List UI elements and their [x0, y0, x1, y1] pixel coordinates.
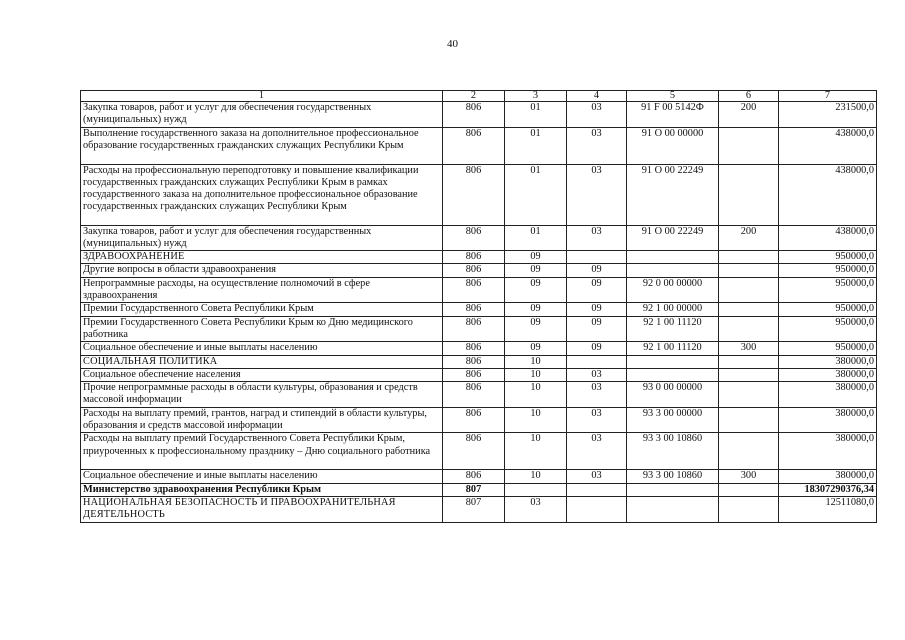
- subsection-code-cell: 09: [567, 316, 627, 342]
- table-row: [81, 102, 877, 128]
- table-header-row: [81, 91, 877, 102]
- section-code-cell: 10: [505, 407, 567, 433]
- target-article-cell: [627, 264, 719, 277]
- amount-cell: 950000,0: [779, 303, 877, 316]
- amount-cell: 18307290376,34: [779, 483, 877, 496]
- row-name-cell: Прочие непрограммные расходы в области культуры, образования и средств массовой информации: [81, 382, 443, 408]
- section-code-cell: 10: [505, 433, 567, 470]
- target-article-cell: [627, 483, 719, 496]
- amount-cell: 950000,0: [779, 342, 877, 355]
- table-row: [81, 225, 877, 251]
- amount-cell: 380000,0: [779, 470, 877, 483]
- ministry-code-cell: 806: [443, 102, 505, 128]
- expense-type-cell: [719, 264, 779, 277]
- header-cell: 2: [443, 91, 505, 102]
- row-name-cell: СОЦИАЛЬНАЯ ПОЛИТИКА: [81, 355, 443, 368]
- ministry-code-cell: 806: [443, 225, 505, 251]
- table-row: [81, 355, 877, 368]
- row-name-cell: Министерство здравоохранения Республики Крым: [81, 483, 443, 496]
- amount-cell: 438000,0: [779, 164, 877, 225]
- section-code-cell: 01: [505, 164, 567, 225]
- expense-type-cell: [719, 483, 779, 496]
- ministry-code-cell: 806: [443, 164, 505, 225]
- subsection-code-cell: 03: [567, 225, 627, 251]
- amount-cell: 380000,0: [779, 382, 877, 408]
- amount-cell: 438000,0: [779, 225, 877, 251]
- table-row: [81, 264, 877, 277]
- row-name-cell: Социальное обеспечение и иные выплаты населению: [81, 470, 443, 483]
- header-cell: 4: [567, 91, 627, 102]
- section-code-cell: 09: [505, 264, 567, 277]
- section-code-cell: 10: [505, 382, 567, 408]
- ministry-code-cell: 806: [443, 342, 505, 355]
- expense-type-cell: 200: [719, 102, 779, 128]
- subsection-code-cell: 03: [567, 164, 627, 225]
- table-row: [81, 251, 877, 264]
- amount-cell: 380000,0: [779, 407, 877, 433]
- subsection-code-cell: 03: [567, 407, 627, 433]
- table-row: [81, 303, 877, 316]
- row-name-cell: Расходы на профессиональную переподготовку и повышение квалификации государственных гражданских служащих Республики Крым в рамках государственного заказа на дополнительное профессиональное образование государственных гражданских служащих Республики Крым: [81, 164, 443, 225]
- expense-type-cell: [719, 164, 779, 225]
- expense-type-cell: [719, 355, 779, 368]
- target-article-cell: 93 3 00 10860: [627, 433, 719, 470]
- amount-cell: 950000,0: [779, 264, 877, 277]
- expense-type-cell: [719, 316, 779, 342]
- amount-cell: 950000,0: [779, 316, 877, 342]
- header-cell: 7: [779, 91, 877, 102]
- target-article-cell: [627, 251, 719, 264]
- amount-cell: 380000,0: [779, 355, 877, 368]
- subsection-code-cell: [567, 496, 627, 522]
- amount-cell: 231500,0: [779, 102, 877, 128]
- expense-type-cell: [719, 368, 779, 381]
- target-article-cell: 93 3 00 00000: [627, 407, 719, 433]
- expense-type-cell: [719, 407, 779, 433]
- expense-type-cell: [719, 433, 779, 470]
- table-row: [81, 407, 877, 433]
- subsection-code-cell: [567, 483, 627, 496]
- ministry-code-cell: 806: [443, 382, 505, 408]
- subsection-code-cell: 03: [567, 368, 627, 381]
- ministry-code-cell: 806: [443, 303, 505, 316]
- header-cell: 3: [505, 91, 567, 102]
- section-code-cell: 09: [505, 277, 567, 303]
- subsection-code-cell: 09: [567, 342, 627, 355]
- target-article-cell: 91 О 00 22249: [627, 225, 719, 251]
- ministry-code-cell: 806: [443, 277, 505, 303]
- amount-cell: 380000,0: [779, 433, 877, 470]
- ministry-code-cell: 806: [443, 264, 505, 277]
- table-row: [81, 483, 877, 496]
- table-row: [81, 433, 877, 470]
- expense-type-cell: [719, 303, 779, 316]
- subsection-code-cell: 03: [567, 470, 627, 483]
- row-name-cell: ЗДРАВООХРАНЕНИЕ: [81, 251, 443, 264]
- ministry-code-cell: 806: [443, 368, 505, 381]
- expense-type-cell: 300: [719, 342, 779, 355]
- row-name-cell: Выполнение государственного заказа на дополнительное профессиональное образование государственных гражданских служащих Республики Крым: [81, 127, 443, 164]
- subsection-code-cell: 03: [567, 127, 627, 164]
- amount-cell: 438000,0: [779, 127, 877, 164]
- expense-type-cell: 200: [719, 225, 779, 251]
- table-row: [81, 127, 877, 164]
- subsection-code-cell: 03: [567, 433, 627, 470]
- subsection-code-cell: 09: [567, 303, 627, 316]
- subsection-code-cell: [567, 355, 627, 368]
- row-name-cell: Социальное обеспечение населения: [81, 368, 443, 381]
- section-code-cell: 01: [505, 225, 567, 251]
- target-article-cell: 93 3 00 10860: [627, 470, 719, 483]
- row-name-cell: Расходы на выплату премий, грантов, наград и стипендий в области культуры, образования и средств массовой информации: [81, 407, 443, 433]
- section-code-cell: [505, 483, 567, 496]
- expense-type-cell: [719, 251, 779, 264]
- table-row: [81, 470, 877, 483]
- ministry-code-cell: 806: [443, 433, 505, 470]
- header-cell: 5: [627, 91, 719, 102]
- ministry-code-cell: 806: [443, 407, 505, 433]
- subsection-code-cell: [567, 251, 627, 264]
- ministry-code-cell: 806: [443, 127, 505, 164]
- target-article-cell: [627, 355, 719, 368]
- section-code-cell: 09: [505, 251, 567, 264]
- target-article-cell: 92 0 00 00000: [627, 277, 719, 303]
- target-article-cell: 91 О 00 22249: [627, 164, 719, 225]
- section-code-cell: 09: [505, 303, 567, 316]
- ministry-code-cell: 806: [443, 470, 505, 483]
- page-number: 40: [447, 38, 458, 50]
- table-row: [81, 277, 877, 303]
- row-name-cell: Непрограммные расходы, на осуществление полномочий в сфере здравоохранения: [81, 277, 443, 303]
- expense-type-cell: [719, 496, 779, 522]
- amount-cell: 380000,0: [779, 368, 877, 381]
- amount-cell: 950000,0: [779, 277, 877, 303]
- expense-type-cell: [719, 277, 779, 303]
- ministry-code-cell: 807: [443, 483, 505, 496]
- table-row: [81, 316, 877, 342]
- section-code-cell: 03: [505, 496, 567, 522]
- target-article-cell: 91 F 00 5142Ф: [627, 102, 719, 128]
- target-article-cell: [627, 496, 719, 522]
- target-article-cell: 93 0 00 00000: [627, 382, 719, 408]
- subsection-code-cell: 03: [567, 382, 627, 408]
- subsection-code-cell: 03: [567, 102, 627, 128]
- target-article-cell: 91 О 00 00000: [627, 127, 719, 164]
- row-name-cell: Социальное обеспечение и иные выплаты населению: [81, 342, 443, 355]
- target-article-cell: [627, 368, 719, 381]
- budget-table: [80, 90, 877, 523]
- table-row: [81, 368, 877, 381]
- row-name-cell: Другие вопросы в области здравоохранения: [81, 264, 443, 277]
- subsection-code-cell: 09: [567, 264, 627, 277]
- table-row: [81, 164, 877, 225]
- section-code-cell: 10: [505, 368, 567, 381]
- section-code-cell: 01: [505, 102, 567, 128]
- ministry-code-cell: 806: [443, 355, 505, 368]
- section-code-cell: 10: [505, 355, 567, 368]
- table-row: [81, 496, 877, 522]
- table-row: [81, 382, 877, 408]
- target-article-cell: 92 1 00 11120: [627, 342, 719, 355]
- target-article-cell: 92 1 00 00000: [627, 303, 719, 316]
- header-cell: 1: [81, 91, 443, 102]
- amount-cell: 950000,0: [779, 251, 877, 264]
- section-code-cell: 01: [505, 127, 567, 164]
- section-code-cell: 09: [505, 342, 567, 355]
- subsection-code-cell: 09: [567, 277, 627, 303]
- section-code-cell: 10: [505, 470, 567, 483]
- ministry-code-cell: 806: [443, 251, 505, 264]
- row-name-cell: НАЦИОНАЛЬНАЯ БЕЗОПАСНОСТЬ И ПРАВООХРАНИТЕЛЬНАЯ ДЕЯТЕЛЬНОСТЬ: [81, 496, 443, 522]
- row-name-cell: Закупка товаров, работ и услуг для обеспечения государственных (муниципальных) нужд: [81, 102, 443, 128]
- expense-type-cell: 300: [719, 470, 779, 483]
- row-name-cell: Премии Государственного Совета Республики Крым ко Дню медицинского работника: [81, 316, 443, 342]
- row-name-cell: Расходы на выплату премий Государственного Совета Республики Крым, приуроченных к профессиональному празднику – Дню социального работника: [81, 433, 443, 470]
- row-name-cell: Закупка товаров, работ и услуг для обеспечения государственных (муниципальных) нужд: [81, 225, 443, 251]
- ministry-code-cell: 806: [443, 316, 505, 342]
- header-cell: 6: [719, 91, 779, 102]
- section-code-cell: 09: [505, 316, 567, 342]
- expense-type-cell: [719, 127, 779, 164]
- row-name-cell: Премии Государственного Совета Республики Крым: [81, 303, 443, 316]
- expense-type-cell: [719, 382, 779, 408]
- target-article-cell: 92 1 00 11120: [627, 316, 719, 342]
- amount-cell: 12511080,0: [779, 496, 877, 522]
- ministry-code-cell: 807: [443, 496, 505, 522]
- table-row: [81, 342, 877, 355]
